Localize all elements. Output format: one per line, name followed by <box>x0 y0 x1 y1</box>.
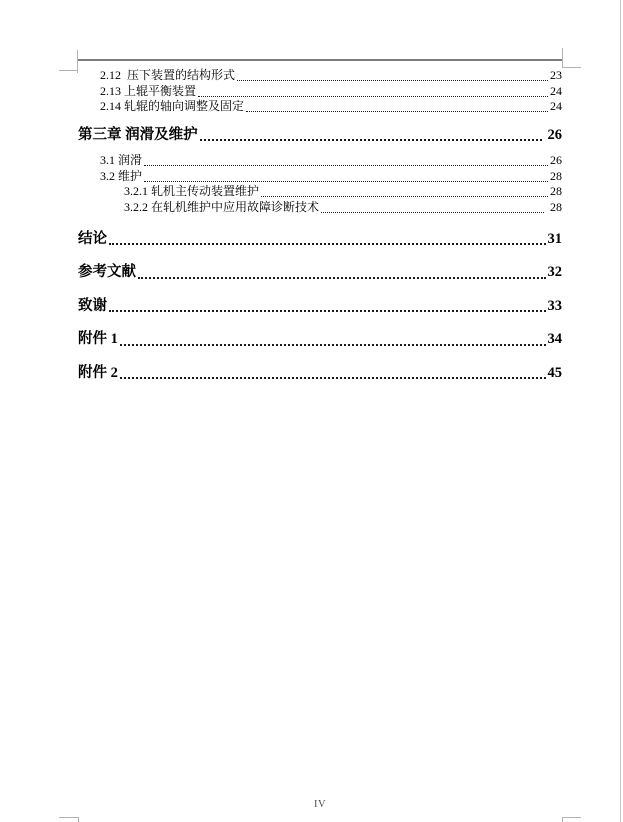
table-of-contents <box>78 66 562 383</box>
toc-row <box>78 363 562 383</box>
toc-entry-label: 2.12 压下装置的结构形式 <box>100 68 236 82</box>
dotted-leader <box>120 377 546 379</box>
dotted-leader <box>321 212 544 213</box>
toc-row <box>78 68 562 84</box>
toc-row <box>78 125 562 145</box>
toc-row <box>78 84 562 100</box>
crop-mark-top-left <box>59 70 77 71</box>
toc-entry-label: 附件 1 <box>78 331 118 347</box>
toc-entry-page-number: 32 <box>547 264 562 280</box>
toc-entry-label: 结论 <box>78 230 107 247</box>
page-right-edge <box>620 0 621 822</box>
toc-entry-page-number: 33 <box>547 297 562 314</box>
dotted-leader <box>144 165 548 166</box>
crop-mark-bottom-right <box>562 818 563 822</box>
dotted-leader <box>109 243 546 245</box>
toc-row <box>78 329 562 349</box>
toc-entry-label: 致谢 <box>78 297 107 314</box>
toc-row <box>78 99 562 115</box>
toc-entry-page-number: 26 <box>547 126 562 143</box>
dotted-leader <box>261 196 548 197</box>
crop-mark-bottom-right <box>562 817 581 818</box>
toc-entry-label: 第三章 润滑及维护 <box>78 126 198 143</box>
toc-entry-page-number: 26 <box>550 153 562 167</box>
dotted-leader <box>120 344 546 346</box>
dotted-leader <box>237 80 548 81</box>
crop-mark-top-right <box>563 67 581 68</box>
toc-row <box>78 169 562 185</box>
toc-entry-page-number: 24 <box>550 83 562 98</box>
toc-entry-label: 3.2.2 在轧机维护中应用故障诊断技术 <box>124 199 320 214</box>
crop-mark-bottom-left <box>59 817 79 818</box>
dotted-leader <box>144 181 548 182</box>
toc-row <box>78 296 562 316</box>
toc-row <box>78 262 562 282</box>
toc-entry-label: 3.1 润滑 <box>100 153 143 167</box>
dotted-leader <box>138 277 546 279</box>
toc-entry-page-number: 34 <box>547 331 562 347</box>
crop-mark-bottom-left <box>78 817 79 822</box>
toc-entry-label: 2.14 轧辊的轴向调整及固定 <box>100 99 245 113</box>
toc-entry-page-number: 24 <box>550 99 562 113</box>
toc-row <box>78 184 562 200</box>
toc-entry-page-number: 28 <box>550 168 562 183</box>
dotted-leader <box>198 96 548 97</box>
toc-entry-label: 2.13 上辊平衡装置 <box>100 83 197 98</box>
header-rule-line <box>78 59 562 61</box>
toc-entry-label: 附件 2 <box>78 364 118 381</box>
dotted-leader <box>200 139 542 141</box>
dotted-leader <box>246 111 548 112</box>
crop-mark-top-right <box>562 48 563 68</box>
toc-entry-page-number: 23 <box>550 68 562 82</box>
footer-page-number: IV <box>313 799 327 810</box>
toc-entry-page-number: 28 <box>550 199 562 214</box>
toc-entry-label: 3.2.1 轧机主传动装置维护 <box>124 184 260 198</box>
toc-entry-label: 3.2 维护 <box>100 168 143 183</box>
toc-row <box>78 229 562 249</box>
toc-entry-page-number: 45 <box>547 364 562 381</box>
toc-entry-page-number: 31 <box>547 230 562 247</box>
toc-entry-page-number: 28 <box>550 184 562 198</box>
toc-entry-label: 参考文献 <box>78 264 136 280</box>
dotted-leader <box>109 310 546 312</box>
toc-row <box>78 200 562 216</box>
toc-row <box>78 153 562 169</box>
